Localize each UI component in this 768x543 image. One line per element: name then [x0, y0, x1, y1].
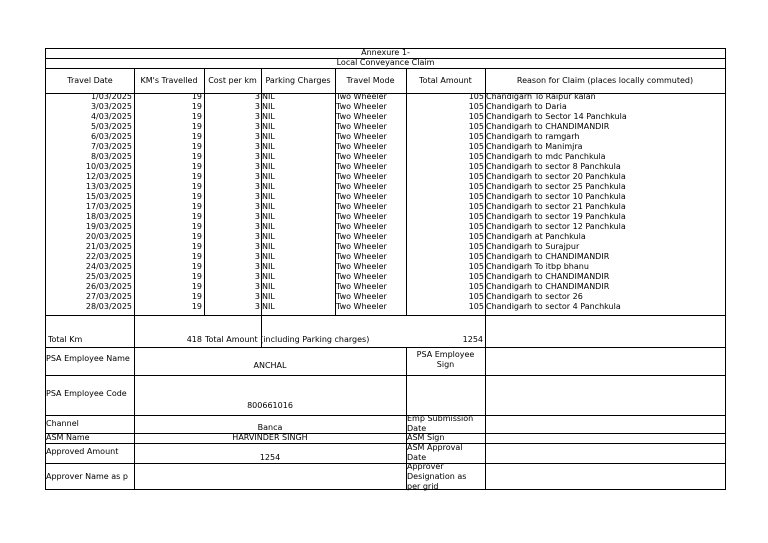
cell-cost-per-km: 3 — [254, 232, 260, 241]
cell-travel-mode: Two Wheeler — [336, 202, 387, 211]
header-total-amount: Total Amount — [419, 76, 472, 85]
cell-reason: Chandigarh to mdc Panchkula — [486, 152, 606, 161]
cell-reason: Chandigarh to sector 8 Panchkula — [486, 162, 621, 171]
cell-parking-charges: NIL — [262, 192, 275, 201]
cell-cost-per-km: 3 — [254, 132, 260, 141]
cell-travel-date: 15/03/2025 — [85, 192, 132, 201]
cell-cost-per-km: 3 — [254, 242, 260, 251]
header-km-travelled: KM's Travelled — [140, 76, 198, 85]
cell-km-travelled: 19 — [191, 242, 202, 251]
cell-km-travelled: 19 — [191, 142, 202, 151]
cell-travel-date: 22/03/2025 — [85, 252, 132, 261]
header-parking-charges: Parking Charges — [265, 76, 331, 85]
cell-reason: Chandigarh to sector 12 Panchkula — [486, 222, 626, 231]
cell-km-travelled: 19 — [191, 102, 202, 111]
cell-travel-mode: Two Wheeler — [336, 302, 387, 311]
cell-total-amount: 105 — [468, 92, 484, 101]
cell-travel-mode: Two Wheeler — [336, 232, 387, 241]
cell-travel-date: 5/03/2025 — [90, 122, 132, 131]
asm-name-value: HARVINDER SINGH — [232, 433, 308, 442]
cell-parking-charges: NIL — [262, 272, 275, 281]
cell-reason: Chandigarh to sector 21 Panchkula — [486, 202, 626, 211]
cell-travel-date: 7/03/2025 — [90, 142, 132, 151]
cell-reason: Chandigarh to sector 26 — [486, 292, 583, 301]
cell-km-travelled: 19 — [191, 212, 202, 221]
cell-parking-charges: NIL — [262, 142, 275, 151]
psa-name-value: ANCHAL — [253, 361, 287, 370]
cell-total-amount: 105 — [468, 292, 484, 301]
asm-sign-label: ASM Sign — [407, 433, 445, 442]
cell-travel-mode: Two Wheeler — [336, 272, 387, 281]
cell-travel-date: 8/03/2025 — [90, 152, 132, 161]
cell-parking-charges: NIL — [262, 292, 275, 301]
cell-cost-per-km: 3 — [254, 122, 260, 131]
cell-travel-mode: Two Wheeler — [336, 122, 387, 131]
cell-cost-per-km: 3 — [254, 152, 260, 161]
cell-parking-charges: NIL — [262, 132, 275, 141]
cell-parking-charges: NIL — [262, 202, 275, 211]
cell-parking-charges: NIL — [262, 282, 275, 291]
cell-parking-charges: NIL — [262, 182, 275, 191]
cell-cost-per-km: 3 — [254, 282, 260, 291]
cell-km-travelled: 19 — [191, 232, 202, 241]
cell-reason: Chandigarh to Daria — [486, 102, 567, 111]
cell-travel-mode: Two Wheeler — [336, 282, 387, 291]
cell-cost-per-km: 3 — [254, 272, 260, 281]
psa-code-label: PSA Employee Code — [46, 389, 127, 398]
cell-reason: Chandigarh to CHANDIMANDIR — [486, 122, 610, 131]
cell-total-amount: 105 — [468, 172, 484, 181]
cell-reason: Chandigarh to sector 25 Panchkula — [486, 182, 626, 191]
cell-km-travelled: 19 — [191, 262, 202, 271]
asm-name-bottom-rule — [46, 443, 725, 444]
cell-km-travelled: 19 — [191, 202, 202, 211]
cell-km-travelled: 19 — [191, 172, 202, 181]
cell-travel-mode: Two Wheeler — [336, 112, 387, 121]
cell-reason: Chandigarh To Raipur kalan — [486, 92, 596, 101]
cell-km-travelled: 19 — [191, 92, 202, 101]
cell-total-amount: 105 — [468, 122, 484, 131]
cell-km-travelled: 19 — [191, 162, 202, 171]
cell-km-travelled: 19 — [191, 282, 202, 291]
cell-km-travelled: 19 — [191, 132, 202, 141]
cell-parking-charges: NIL — [262, 162, 275, 171]
approved-amount-value: 1254 — [259, 453, 281, 462]
total-km-value: 418 — [186, 335, 202, 344]
cell-total-amount: 105 — [468, 212, 484, 221]
cell-parking-charges: NIL — [262, 122, 275, 131]
psa-name-bottom-rule — [46, 375, 725, 376]
cell-travel-mode: Two Wheeler — [336, 102, 387, 111]
approved-amount-label: Approved Amount — [46, 447, 119, 456]
psa-sign-label-2: Sign — [436, 360, 455, 369]
psa-code-bottom-rule — [46, 415, 725, 416]
cell-total-amount: 105 — [468, 252, 484, 261]
approver-designation-label-3: per grid — [407, 482, 439, 491]
cell-parking-charges: NIL — [262, 152, 275, 161]
cell-reason: Chandigarh to CHANDIMANDIR — [486, 272, 610, 281]
cell-km-travelled: 19 — [191, 302, 202, 311]
cell-reason: Chandigarh to sector 4 Panchkula — [486, 302, 621, 311]
total-amount-label: Total Amount (including Parking charges) — [205, 335, 370, 344]
cell-travel-mode: Two Wheeler — [336, 172, 387, 181]
cell-parking-charges: NIL — [262, 172, 275, 181]
cell-cost-per-km: 3 — [254, 262, 260, 271]
cell-reason: Chandigarh to sector 10 Panchkula — [486, 192, 626, 201]
cell-parking-charges: NIL — [262, 232, 275, 241]
asm-approval-label-2: Date — [407, 453, 427, 462]
cell-travel-mode: Two Wheeler — [336, 252, 387, 261]
cell-travel-mode: Two Wheeler — [336, 92, 387, 101]
cell-travel-mode: Two Wheeler — [336, 132, 387, 141]
approver-designation-label-2: Designation as — [407, 472, 467, 481]
cell-km-travelled: 19 — [191, 112, 202, 121]
cell-travel-mode: Two Wheeler — [336, 152, 387, 161]
cell-travel-date: 20/03/2025 — [85, 232, 132, 241]
cell-travel-date: 25/03/2025 — [85, 272, 132, 281]
cell-total-amount: 105 — [468, 222, 484, 231]
approved-amount-bottom-rule — [46, 463, 725, 464]
emp-submission-label-1: Emp Submission — [407, 414, 474, 423]
cell-travel-date: 21/03/2025 — [85, 242, 132, 251]
cell-cost-per-km: 3 — [254, 222, 260, 231]
cell-reason: Chandigarh to sector 19 Panchkula — [486, 212, 626, 221]
cell-total-amount: 105 — [468, 192, 484, 201]
header-travel-date: Travel Date — [67, 76, 113, 85]
annexure-title: Annexure 1- — [361, 48, 410, 57]
cell-reason: Chandigarh to sector 20 Panchkula — [486, 172, 626, 181]
cell-cost-per-km: 3 — [254, 182, 260, 191]
cell-travel-mode: Two Wheeler — [336, 142, 387, 151]
asm-name-label: ASM Name — [46, 433, 90, 442]
total-amount-value: 1254 — [462, 335, 483, 344]
cell-total-amount: 105 — [468, 302, 484, 311]
cell-parking-charges: NIL — [262, 112, 275, 121]
cell-total-amount: 105 — [468, 202, 484, 211]
cell-cost-per-km: 3 — [254, 102, 260, 111]
psa-name-label: PSA Employee Name — [46, 354, 130, 363]
psa-sign-label-1: PSA Employee — [416, 350, 475, 359]
cell-travel-date: 1/03/2025 — [90, 92, 132, 101]
cell-travel-date: 26/03/2025 — [85, 282, 132, 291]
cell-travel-date: 27/03/2025 — [85, 292, 132, 301]
cell-km-travelled: 19 — [191, 292, 202, 301]
cell-cost-per-km: 3 — [254, 202, 260, 211]
cell-travel-date: 28/03/2025 — [85, 302, 132, 311]
cell-cost-per-km: 3 — [254, 172, 260, 181]
cell-km-travelled: 19 — [191, 182, 202, 191]
asm-approval-label-1: ASM Approval — [407, 443, 463, 452]
cell-travel-date: 17/03/2025 — [85, 202, 132, 211]
cell-cost-per-km: 3 — [254, 212, 260, 221]
cell-travel-date: 10/03/2025 — [85, 162, 132, 171]
cell-total-amount: 105 — [468, 112, 484, 121]
cell-reason: Chandigarh to ramgarh — [486, 132, 580, 141]
cell-cost-per-km: 3 — [254, 92, 260, 101]
conveyance-claim-sheet — [45, 48, 726, 490]
cell-total-amount: 105 — [468, 182, 484, 191]
cell-travel-mode: Two Wheeler — [336, 192, 387, 201]
cell-travel-mode: Two Wheeler — [336, 262, 387, 271]
cell-km-travelled: 19 — [191, 252, 202, 261]
cell-total-amount: 105 — [468, 262, 484, 271]
cell-travel-mode: Two Wheeler — [336, 162, 387, 171]
totals-bottom-rule — [46, 347, 725, 348]
cell-parking-charges: NIL — [262, 252, 275, 261]
channel-value: Banca — [257, 423, 283, 432]
cell-reason: Chandigarh to CHANDIMANDIR — [486, 252, 610, 261]
cell-parking-charges: NIL — [262, 242, 275, 251]
cell-cost-per-km: 3 — [254, 112, 260, 121]
cell-cost-per-km: 3 — [254, 162, 260, 171]
cell-km-travelled: 19 — [191, 192, 202, 201]
cell-cost-per-km: 3 — [254, 302, 260, 311]
cell-parking-charges: NIL — [262, 222, 275, 231]
cell-travel-mode: Two Wheeler — [336, 222, 387, 231]
cell-reason: Chandigarh to CHANDIMANDIR — [486, 282, 610, 291]
cell-total-amount: 105 — [468, 232, 484, 241]
cell-cost-per-km: 3 — [254, 292, 260, 301]
cell-travel-date: 12/03/2025 — [85, 172, 132, 181]
approver-name-label: Approver Name as p — [46, 472, 128, 481]
cell-total-amount: 105 — [468, 142, 484, 151]
rows-bottom-rule — [46, 315, 725, 316]
header-top-rule — [46, 68, 725, 69]
cell-reason: Chandigarh to Surajpur — [486, 242, 580, 251]
cell-travel-date: 3/03/2025 — [90, 102, 132, 111]
emp-submission-label-2: Date — [407, 424, 427, 433]
approver-designation-label-1: Approver — [407, 462, 444, 471]
header-reason: Reason for Claim (places locally commuted) — [516, 76, 694, 85]
cell-parking-charges: NIL — [262, 92, 275, 101]
cell-parking-charges: NIL — [262, 262, 275, 271]
psa-code-value: 800661016 — [247, 401, 293, 410]
claim-title: Local Conveyance Claim — [336, 58, 435, 67]
cell-travel-mode: Two Wheeler — [336, 242, 387, 251]
header-cost-per-km: Cost per km — [208, 76, 257, 85]
cell-cost-per-km: 3 — [254, 142, 260, 151]
cell-reason: Chandigarh to Sector 14 Panchkula — [486, 112, 627, 121]
cell-cost-per-km: 3 — [254, 252, 260, 261]
cell-travel-date: 4/03/2025 — [90, 112, 132, 121]
cell-parking-charges: NIL — [262, 102, 275, 111]
cell-parking-charges: NIL — [262, 302, 275, 311]
cell-total-amount: 105 — [468, 102, 484, 111]
cell-travel-date: 13/03/2025 — [85, 182, 132, 191]
header-travel-mode: Travel Mode — [346, 76, 395, 85]
cell-reason: Chandigarh To itbp bhanu — [486, 262, 589, 271]
cell-total-amount: 105 — [468, 132, 484, 141]
cell-travel-mode: Two Wheeler — [336, 212, 387, 221]
channel-label: Channel — [46, 419, 79, 428]
cell-cost-per-km: 3 — [254, 192, 260, 201]
cell-travel-date: 24/03/2025 — [85, 262, 132, 271]
cell-km-travelled: 19 — [191, 152, 202, 161]
cell-total-amount: 105 — [468, 152, 484, 161]
total-km-label: Total Km — [48, 335, 83, 344]
cell-parking-charges: NIL — [262, 212, 275, 221]
cell-travel-mode: Two Wheeler — [336, 292, 387, 301]
cell-reason: Chandigarh to Manimjra — [486, 142, 583, 151]
cell-travel-date: 6/03/2025 — [90, 132, 132, 141]
footer-rule-3 — [485, 347, 486, 490]
cell-km-travelled: 19 — [191, 122, 202, 131]
cell-km-travelled: 19 — [191, 272, 202, 281]
cell-km-travelled: 19 — [191, 222, 202, 231]
cell-travel-date: 19/03/2025 — [85, 222, 132, 231]
cell-total-amount: 105 — [468, 282, 484, 291]
cell-travel-date: 18/03/2025 — [85, 212, 132, 221]
cell-total-amount: 105 — [468, 272, 484, 281]
cell-total-amount: 105 — [468, 242, 484, 251]
cell-reason: Chandigarh at Panchkula — [486, 232, 586, 241]
cell-total-amount: 105 — [468, 162, 484, 171]
cell-travel-mode: Two Wheeler — [336, 182, 387, 191]
